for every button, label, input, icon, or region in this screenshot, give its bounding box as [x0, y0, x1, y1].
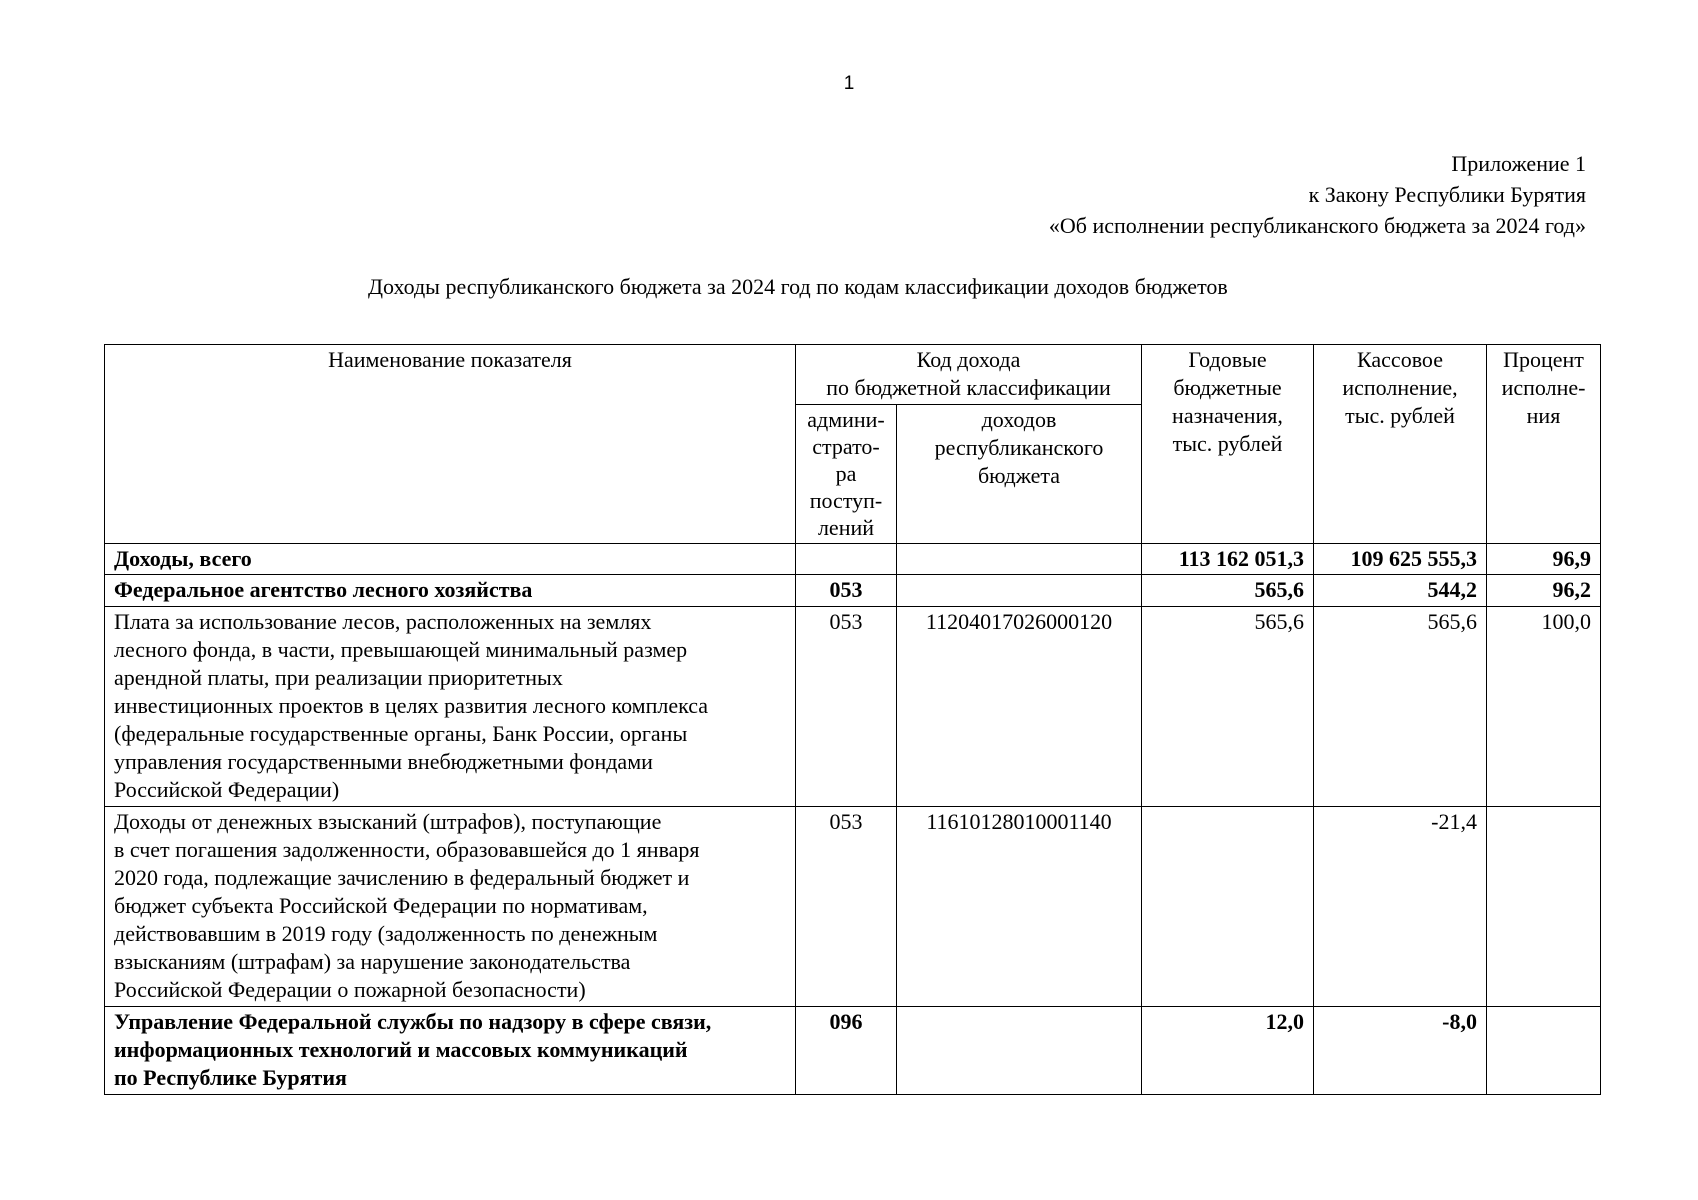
cell-cash: -21,4 — [1314, 807, 1487, 1007]
header-percent: Процент исполне- ния — [1487, 345, 1601, 544]
header-annual: Годовые бюджетные назначения, тыс. рублей — [1142, 345, 1314, 544]
cell-admin-code: 053 — [796, 607, 897, 807]
table-row — [105, 544, 1601, 575]
cell-name: Доходы, всего — [105, 544, 796, 575]
appendix-line-2: к Закону Республики Бурятия — [1308, 182, 1586, 207]
cell-annual: 12,0 — [1142, 1007, 1314, 1095]
appendix-line-1: Приложение 1 — [1451, 151, 1586, 176]
cell-admin-code: 053 — [796, 807, 897, 1007]
cell-income-code: 11610128010001140 — [897, 807, 1142, 1007]
cell-cash: 565,6 — [1314, 607, 1487, 807]
cell-income-code: 11204017026000120 — [897, 607, 1142, 807]
cell-cash: -8,0 — [1314, 1007, 1487, 1095]
table-row — [105, 607, 1601, 807]
cell-name: Федеральное агентство лесного хозяйства — [105, 575, 796, 607]
cell-cash: 544,2 — [1314, 575, 1487, 607]
cell-annual: 565,6 — [1142, 575, 1314, 607]
cell-percent: 96,2 — [1487, 575, 1601, 607]
cell-name: Управление Федеральной службы по надзору в сфере связи, информационных технологий и массовых коммуникаций по Республике Бурятия — [105, 1007, 796, 1095]
cell-name: Плата за использование лесов, расположенных на землях лесного фонда, в части, превышающей минимальный размер арендной платы, при реализации приоритетных инвестиционных проектов в целях развития лесного комплекса (федеральные государственные органы, Банк России, органы управления государственными внебюджетными фондами Российской Федерации) — [105, 607, 796, 807]
cell-name: Доходы от денежных взысканий (штрафов), поступающие в счет погашения задолженности, образовавшейся до 1 января 2020 года, подлежащие зачислению в федеральный бюджет и бюджет субъекта Российской Федерации по нормативам, действовавшим в 2019 году (задолженность по денежным взысканиям (штрафам) за нарушение законодательства Российской Федерации о пожарной безопасности) — [105, 807, 796, 1007]
table-header — [105, 345, 1601, 544]
cell-admin-code — [796, 544, 897, 575]
cell-percent: 100,0 — [1487, 607, 1601, 807]
header-cash: Кассовое исполнение, тыс. рублей — [1314, 345, 1487, 544]
budget-table — [104, 344, 1601, 1095]
cell-annual — [1142, 807, 1314, 1007]
header-code-admin: админи- страто- ра поступ- лений — [796, 405, 897, 544]
cell-income-code — [897, 544, 1142, 575]
cell-annual: 113 162 051,3 — [1142, 544, 1314, 575]
appendix-note — [1049, 148, 1586, 241]
cell-admin-code: 053 — [796, 575, 897, 607]
header-code-income: доходов республиканского бюджета — [897, 405, 1142, 544]
cell-annual: 565,6 — [1142, 607, 1314, 807]
page-number: 1 — [843, 73, 855, 94]
cell-income-code — [897, 1007, 1142, 1095]
cell-percent — [1487, 1007, 1601, 1095]
header-code-group: Код дохода по бюджетной классификации — [796, 345, 1142, 405]
table-body — [105, 544, 1601, 1095]
cell-cash: 109 625 555,3 — [1314, 544, 1487, 575]
document-title: Доходы республиканского бюджета за 2024 год по кодам классификации доходов бюджетов — [368, 274, 1228, 299]
cell-admin-code: 096 — [796, 1007, 897, 1095]
header-name: Наименование показателя — [105, 345, 796, 544]
cell-income-code — [897, 575, 1142, 607]
table-row — [105, 1007, 1601, 1095]
appendix-line-3: «Об исполнении республиканского бюджета за 2024 год» — [1048, 213, 1586, 238]
cell-percent — [1487, 807, 1601, 1007]
table-row — [105, 807, 1601, 1007]
table-row — [105, 575, 1601, 607]
cell-percent: 96,9 — [1487, 544, 1601, 575]
